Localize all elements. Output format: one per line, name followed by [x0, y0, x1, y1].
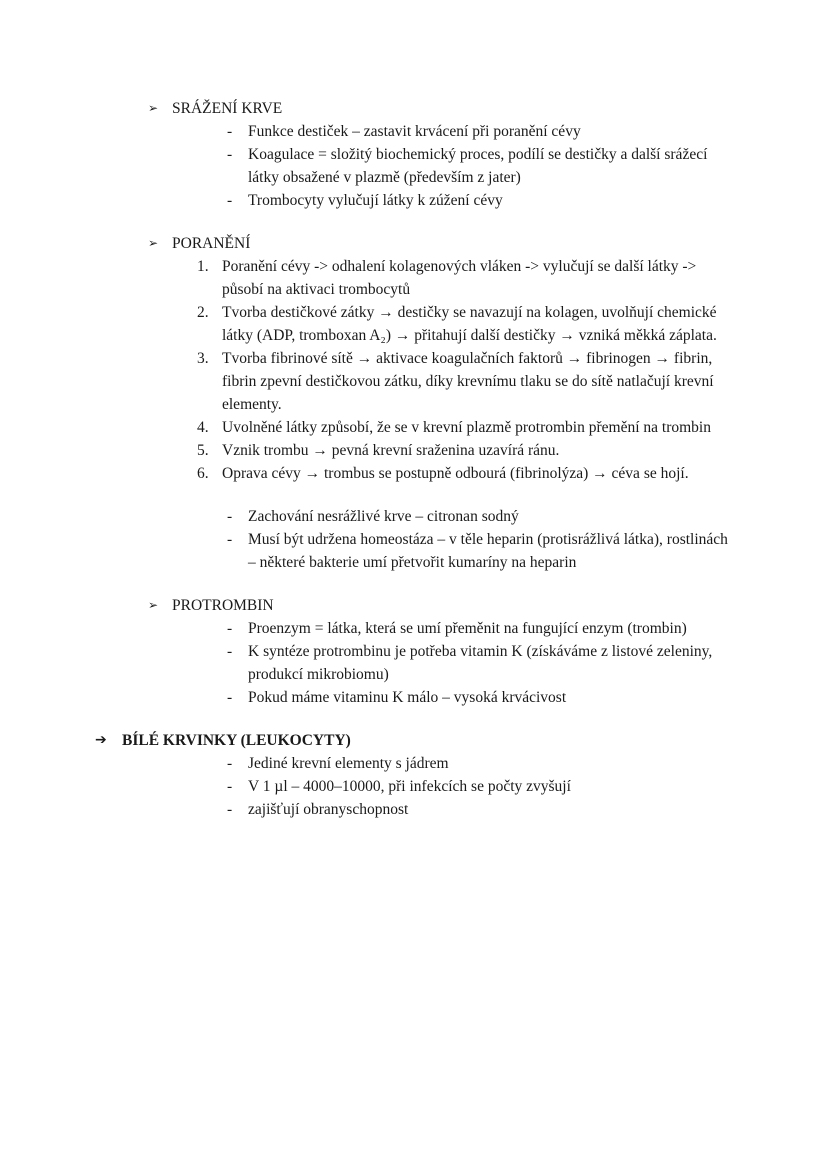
item-text: Proenzym = látka, která se umí přeměnit na fungující enzym (trombin) — [248, 620, 687, 637]
item-number: 3. — [197, 350, 209, 367]
dash-bullet-icon: - — [227, 531, 233, 548]
arrowhead-bullet-icon: ➢ — [148, 236, 159, 250]
dash-bullet-icon: - — [227, 192, 233, 209]
list-item — [0, 120, 828, 143]
section-heading — [0, 729, 828, 752]
list-item — [0, 686, 828, 709]
item-number: 2. — [197, 304, 209, 321]
dash-bullet-icon: - — [227, 146, 233, 163]
dash-bullet-icon: - — [227, 620, 233, 637]
section-bile-krvinky — [0, 729, 828, 821]
dash-list — [0, 505, 828, 574]
list-item — [0, 640, 828, 686]
dash-bullet-icon: - — [227, 755, 233, 772]
list-item — [0, 617, 828, 640]
section-title: SRÁŽENÍ KRVE — [172, 100, 283, 117]
dash-bullet-icon: - — [227, 508, 233, 525]
arrowhead-bullet-icon: ➢ — [148, 101, 159, 115]
dash-list — [0, 120, 828, 212]
item-text: K syntéze protrombinu je potřeba vitamin K (získáváme z listové zeleniny, produkcí mikrobiomu) — [248, 643, 713, 683]
section-srazeni-krve — [0, 97, 828, 212]
section-title: PROTROMBIN — [172, 597, 274, 614]
item-number: 1. — [197, 258, 209, 275]
item-text: V 1 µl – 4000–10000, při infekcích se počty zvyšují — [248, 778, 571, 795]
item-text: Tvorba destičkové zátky → destičky se navazují na kolagen, uvolňují chemické látky (ADP, tromboxan A₂) → přitahují další destičky → vzniká měkká záplata. — [222, 304, 717, 344]
list-item — [0, 439, 828, 462]
list-item — [0, 752, 828, 775]
dash-list — [0, 752, 828, 821]
item-text: Zachování nesrážlivé krve – citronan sodný — [248, 508, 519, 525]
list-item — [0, 143, 828, 189]
item-number: 4. — [197, 419, 209, 436]
section-poraneni — [0, 232, 828, 574]
item-text: Musí být udržena homeostáza – v těle heparin (protisrážlivá látka), rostlinách – některé bakterie umí přetvořit kumaríny na heparin — [248, 531, 728, 571]
item-text: Oprava cévy → trombus se postupně odbourá (fibrinolýza) → céva se hojí. — [222, 465, 689, 482]
item-text: Uvolněné látky způsobí, že se v krevní plazmě protrombin přemění na trombin — [222, 419, 711, 436]
dash-bullet-icon: - — [227, 689, 233, 706]
section-protrombin — [0, 594, 828, 709]
section-heading — [0, 232, 828, 255]
item-number: 5. — [197, 442, 209, 459]
item-text: Trombocyty vylučují látky k zúžení cévy — [248, 192, 503, 209]
item-text: Poranění cévy -> odhalení kolagenových vláken -> vylučují se další látky -> působí na aktivaci trombocytů — [222, 258, 697, 298]
item-text: Vznik trombu → pevná krevní sraženina uzavírá ránu. — [222, 442, 560, 459]
item-text: Tvorba fibrinové sítě → aktivace koagulačních faktorů → fibrinogen → fibrin, fibrin zpevní destičkovou zátku, díky krevnímu tlaku se do sítě natlačují krevní elementy. — [222, 350, 714, 413]
dash-bullet-icon: - — [227, 778, 233, 795]
dash-bullet-icon: - — [227, 123, 233, 140]
section-heading — [0, 594, 828, 617]
heavy-arrow-bullet-icon: ➔ — [95, 732, 107, 748]
item-text: zajišťují obranyschopnost — [248, 801, 409, 818]
section-heading — [0, 97, 828, 120]
list-item — [0, 798, 828, 821]
item-text: Pokud máme vitaminu K málo – vysoká krvácivost — [248, 689, 567, 706]
dash-bullet-icon: - — [227, 801, 233, 818]
dash-bullet-icon: - — [227, 643, 233, 660]
list-item — [0, 505, 828, 528]
list-item — [0, 462, 828, 485]
item-text: Koagulace = složitý biochemický proces, podílí se destičky a další srážecí látky obsažené v plazmě (především z jater) — [248, 146, 708, 186]
section-title: PORANĚNÍ — [172, 235, 251, 252]
list-item — [0, 189, 828, 212]
list-item — [0, 775, 828, 798]
list-item — [0, 528, 828, 574]
document-content — [0, 97, 828, 821]
item-text: Funkce destiček – zastavit krvácení při poranění cévy — [248, 123, 581, 140]
item-number: 6. — [197, 465, 209, 482]
list-item — [0, 416, 828, 439]
arrowhead-bullet-icon: ➢ — [148, 598, 159, 612]
section-title: BÍLÉ KRVINKY (LEUKOCYTY) — [122, 732, 351, 749]
list-item — [0, 301, 828, 347]
list-item — [0, 347, 828, 416]
list-item — [0, 255, 828, 301]
item-text: Jediné krevní elementy s jádrem — [248, 755, 449, 772]
numbered-list — [0, 255, 828, 485]
dash-list — [0, 617, 828, 709]
